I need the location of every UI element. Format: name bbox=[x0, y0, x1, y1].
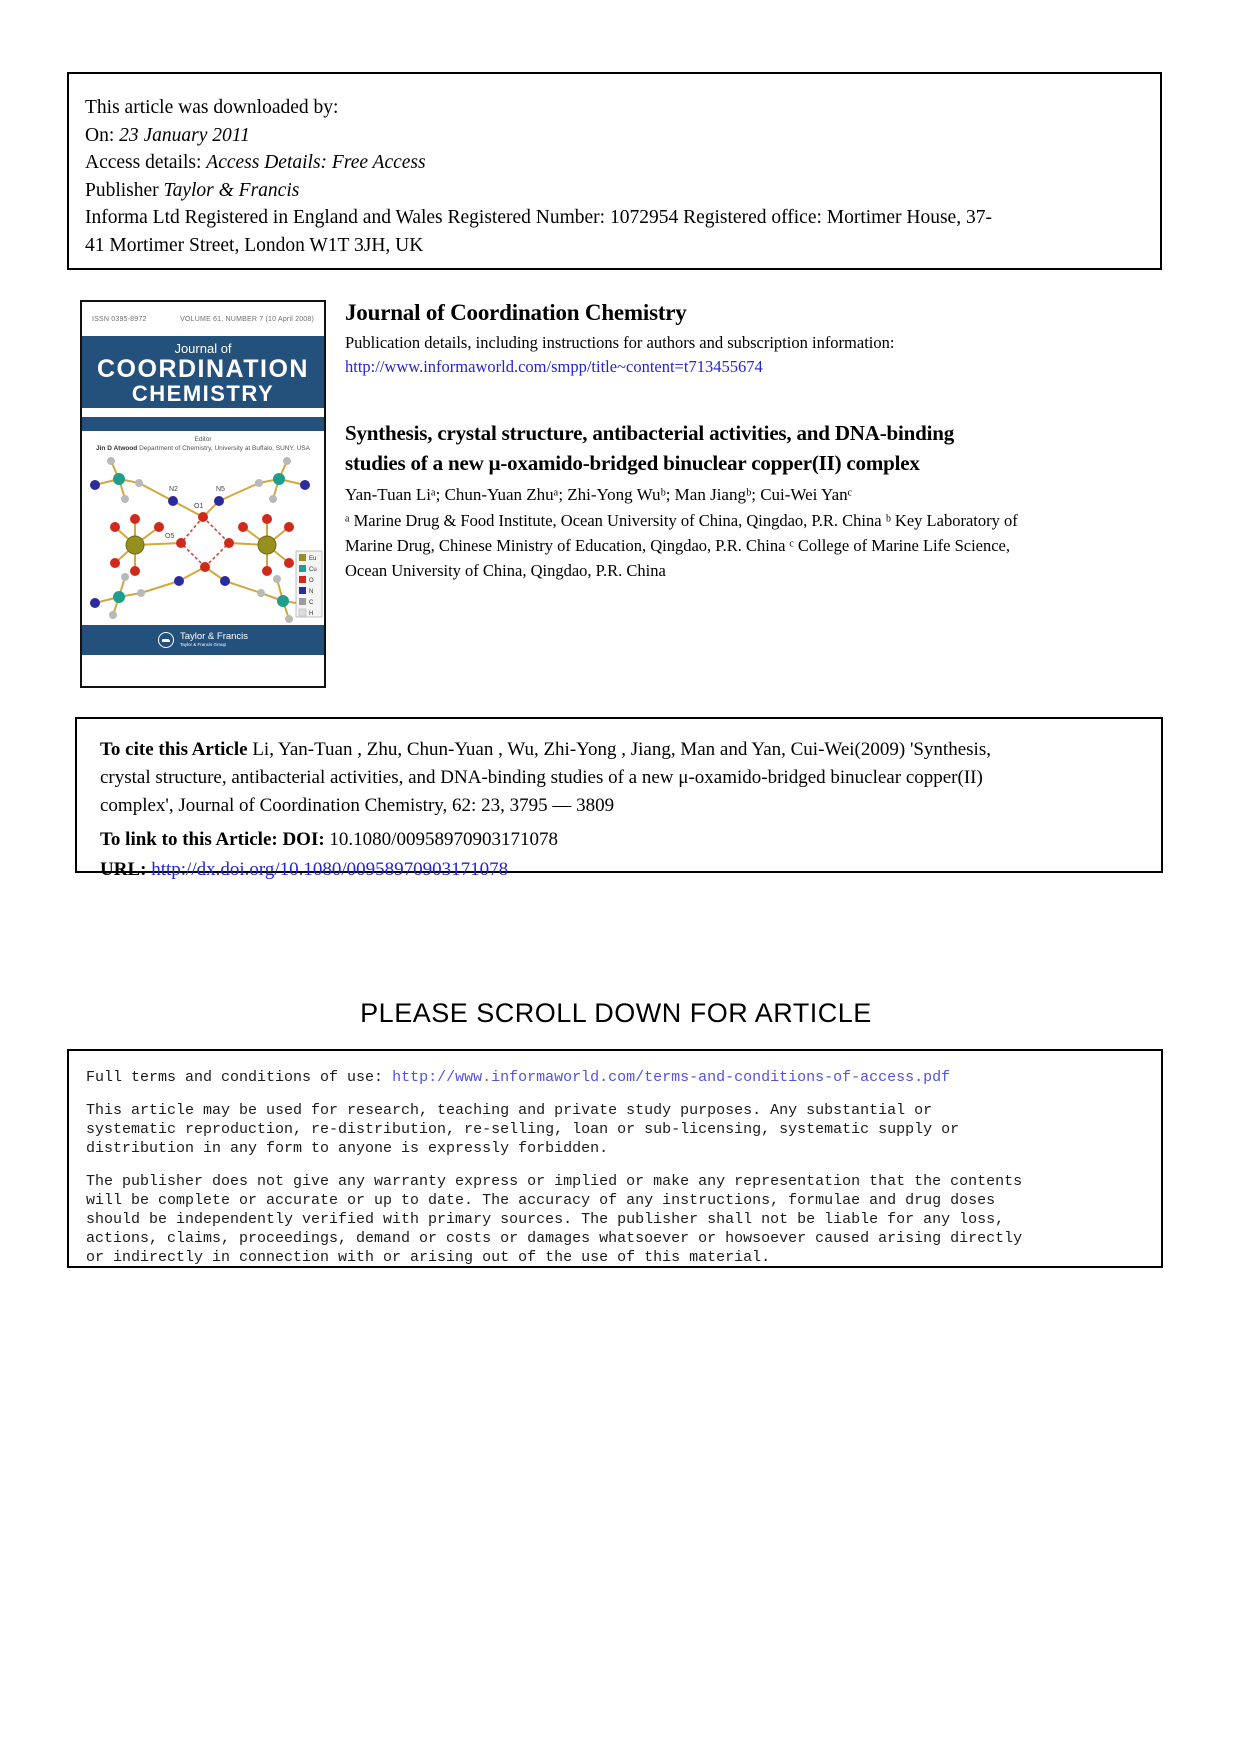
cover-issn: ISSN 0395-8972 bbox=[92, 315, 147, 323]
cover-masthead bbox=[82, 336, 324, 408]
url-line bbox=[100, 856, 1138, 884]
cover-structure-legend bbox=[296, 551, 322, 617]
taylor-francis-group-text: Taylor & Francis Group bbox=[179, 642, 226, 647]
affiliation-line-3: Ocean University of China, Qingdao, P.R. China bbox=[345, 561, 666, 580]
doi-line bbox=[100, 826, 1138, 854]
cite-text-1: Li, Yan-Tuan , Zhu, Chun-Yuan , Wu, Zhi-Yong , Jiang, Man and Yan, Cui-Wei(2009) 'Synthesis, bbox=[247, 739, 991, 760]
terms-p2-line-5: or indirectly in connection with or arising out of the use of this material. bbox=[86, 1249, 771, 1266]
article-title-line-2: studies of a new μ-oxamido-bridged binuclear copper(II) complex bbox=[345, 451, 920, 475]
download-date-line bbox=[85, 122, 1144, 150]
atom-label-n2: N2 bbox=[169, 486, 178, 493]
cover-publisher-strip bbox=[82, 625, 324, 655]
cover-structure-graphic bbox=[83, 455, 323, 623]
legend-label-eu: Eu bbox=[309, 556, 317, 562]
terms-pdf-link[interactable]: http://www.informaworld.com/terms-and-conditions-of-access.pdf bbox=[392, 1069, 951, 1086]
cover-masthead-coordination: COORDINATION bbox=[97, 355, 309, 383]
atom-label-n5: N5 bbox=[216, 486, 225, 493]
journal-title: Journal of Coordination Chemistry bbox=[345, 300, 687, 325]
download-info-box bbox=[67, 72, 1162, 270]
affiliation-line-2: Marine Drug, Chinese Ministry of Education, Qingdao, P.R. China ᶜ College of Marine Life Science, bbox=[345, 536, 1011, 555]
cover-editor-label: Editor bbox=[194, 436, 212, 443]
article-affiliations bbox=[345, 508, 1065, 583]
full-terms-label: Full terms and conditions of use: bbox=[86, 1069, 393, 1086]
doi-label: To link to this Article: DOI: bbox=[100, 829, 325, 850]
cover-issn-strip bbox=[82, 302, 324, 336]
legend-label-n: N bbox=[309, 589, 314, 595]
legend-label-h: H bbox=[309, 611, 314, 617]
access-details-line bbox=[85, 149, 1144, 177]
downloaded-by-line: This article was downloaded by: bbox=[85, 97, 339, 118]
terms-p2-line-1: The publisher does not give any warranty express or implied or make any representation that the contents bbox=[86, 1173, 1023, 1190]
cite-line-2: crystal structure, antibacterial activities, and DNA-binding studies of a new μ-oxamido-bridged binuclear copper(II) bbox=[100, 767, 983, 788]
terms-p2-line-3: should be independently verified with primary sources. The publisher shall not be liable for any loss, bbox=[86, 1211, 1005, 1228]
publisher-line bbox=[85, 177, 1144, 205]
taylor-francis-logo-icon bbox=[158, 632, 174, 648]
cite-label: To cite this Article bbox=[100, 739, 248, 760]
journal-info-block bbox=[345, 300, 1055, 377]
cover-divider-strip bbox=[82, 417, 324, 431]
cite-line-3: complex', Journal of Coordination Chemistry, 62: 23, 3795 — 3809 bbox=[100, 795, 615, 816]
publisher-label: Publisher bbox=[85, 179, 164, 201]
atom-label-o1: O1 bbox=[194, 503, 204, 510]
cover-volume: VOLUME 61, NUMBER 7 (10 April 2008) bbox=[180, 315, 314, 323]
terms-p2-line-2: will be complete or accurate or up to date. The accuracy of any instructions, formulae and drug doses bbox=[86, 1192, 996, 1209]
cover-editor-block bbox=[82, 436, 324, 453]
access-details-value: Access Details: Free Access bbox=[206, 152, 426, 173]
download-date-value: 23 January 2011 bbox=[119, 124, 250, 146]
citation-box bbox=[75, 717, 1163, 880]
terms-p2-line-4: actions, claims, proceedings, demand or costs or damages whatsoever or howsoever caused arising directly bbox=[86, 1230, 1023, 1247]
access-details-label: Access details: bbox=[85, 152, 207, 173]
legend-label-c: C bbox=[309, 600, 314, 606]
terms-box bbox=[67, 1049, 1163, 1268]
terms-p1-line-2: systematic reproduction, re-distribution, re-selling, loan or sub-licensing, systematic supply or bbox=[86, 1121, 960, 1138]
terms-paragraph-1 bbox=[86, 1101, 1144, 1158]
journal-homepage-link[interactable]: http://www.informaworld.com/smpp/title~content=t713455674 bbox=[345, 357, 763, 376]
url-label: URL: bbox=[100, 859, 147, 880]
informa-registration-line-2: 41 Mortimer Street, London W1T 3JH, UK bbox=[85, 234, 424, 256]
doi-url-link[interactable]: http://dx.doi.org/10.1080/00958970903171078 bbox=[146, 859, 509, 880]
full-terms-line bbox=[86, 1068, 1144, 1087]
article-authors: Yan-Tuan Liᵃ; Chun-Yuan Zhuᵃ; Zhi-Yong Wuᵇ; Man Jiangᵇ; Cui-Wei Yanᶜ bbox=[345, 485, 852, 504]
cover-masthead-journal-of: Journal of bbox=[174, 341, 232, 356]
cover-editor-affil: Department of Chemistry, University at Buffalo, SUNY, USA bbox=[137, 444, 310, 452]
legend-label-cu: Cu bbox=[309, 567, 317, 573]
atom-label-o5: O5 bbox=[165, 533, 175, 540]
taylor-francis-logo-text: Taylor & Francis bbox=[179, 631, 249, 642]
journal-cover-image bbox=[80, 300, 326, 688]
cover-editor-name: Jin D Atwood bbox=[96, 444, 138, 452]
legend-label-o: O bbox=[309, 578, 314, 584]
terms-p1-line-3: distribution in any form to anyone is expressly forbidden. bbox=[86, 1140, 609, 1157]
informa-registration-line-1: Informa Ltd Registered in England and Wales Registered Number: 1072954 Registered office: Mortimer House, 37- bbox=[85, 207, 992, 228]
cover-editor-line bbox=[82, 445, 324, 454]
publication-details-text: Publication details, including instructions for authors and subscription information: bbox=[345, 333, 895, 352]
cite-line-1 bbox=[100, 736, 1138, 764]
terms-p1-line-1: This article may be used for research, teaching and private study purposes. Any substantial or bbox=[86, 1102, 933, 1119]
article-info-block bbox=[345, 418, 1065, 583]
download-date-label: On: bbox=[85, 124, 120, 146]
cover-masthead-chemistry: CHEMISTRY bbox=[131, 381, 275, 406]
article-title-line-1: Synthesis, crystal structure, antibacterial activities, and DNA-binding bbox=[345, 421, 954, 445]
scroll-down-notice: PLEASE SCROLL DOWN FOR ARTICLE bbox=[360, 998, 872, 1028]
doi-value: 10.1080/00958970903171078 bbox=[324, 829, 558, 850]
affiliation-line-1: ᵃ Marine Drug & Food Institute, Ocean University of China, Qingdao, P.R. China ᵇ Key Laboratory of bbox=[345, 511, 1018, 530]
publisher-value: Taylor & Francis bbox=[163, 179, 300, 201]
terms-paragraph-2 bbox=[86, 1172, 1144, 1267]
